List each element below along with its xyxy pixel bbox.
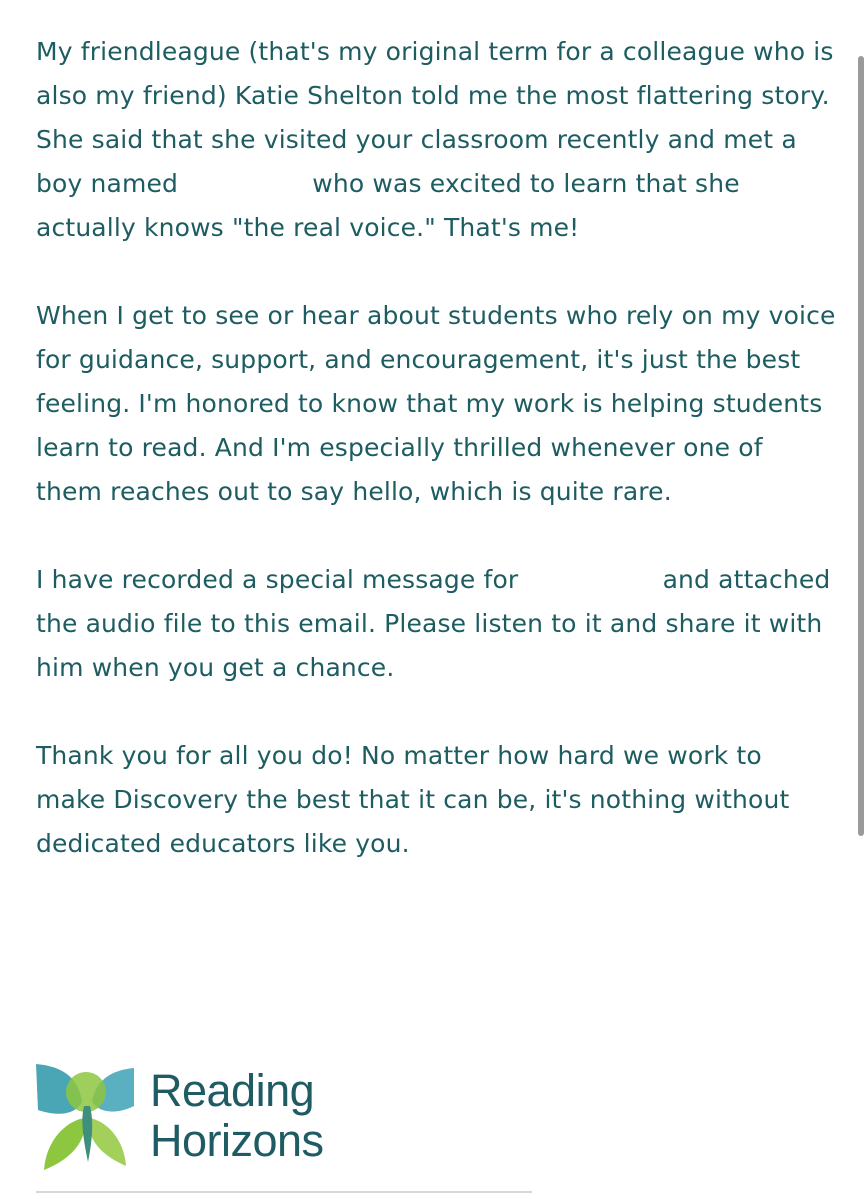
signature-divider [36,1191,532,1193]
butterfly-icon [34,1062,142,1174]
paragraph-intro [36,30,836,250]
paragraph-thanks: Thank you for all you do! No matter how hard we work to make Discovery the best that it can be, it's nothing without dedicated educators like you. [36,741,790,858]
scrollbar[interactable] [858,56,864,836]
logo-wordmark [150,1066,324,1166]
paragraph-feeling: When I get to see or hear about students who rely on my voice for guidance, support, and encouragement, it's just the best feeling. I'm honored to know that my work is helping students learn to read. And I'm especially thrilled whenever one of them reaches out to say hello, which is quite rare. [36,301,836,506]
reading-horizons-logo [34,1062,394,1174]
paragraph-message [36,558,836,690]
email-body [36,30,836,910]
paragraph-message-text-end: and attached the audio file to this email. Please listen to it and share it with him when you get a chance. [36,565,831,682]
paragraph-message-text-start: I have recorded a special message for [36,565,519,594]
paragraph-intro-text-end: who was excited to learn that she actually knows "the real voice." That's me! [36,169,740,242]
logo-line-reading: Reading [150,1065,315,1116]
paragraph-intro-text-start: My friendleague (that's my original term for a colleague who is also my friend) Katie Shelton told me the most flattering story. She said that she visited your classroom recently and met a boy named [36,37,834,198]
logo-line-horizons: Horizons [150,1115,324,1166]
